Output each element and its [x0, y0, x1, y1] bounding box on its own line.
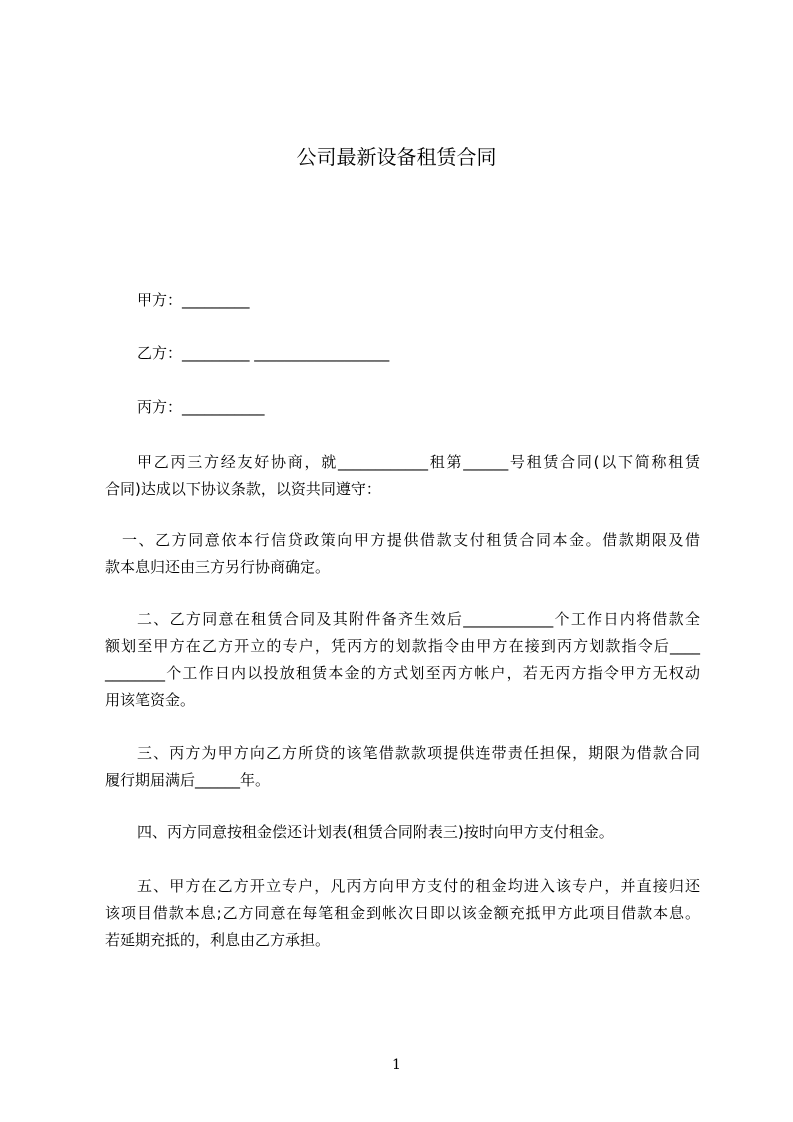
- paragraph-line: 四、丙方同意按租金偿还计划表(租赁合同附表三)按时向甲方支付租金。: [137, 823, 614, 841]
- paragraph-line: 甲乙丙三方经友好协商，就____________租第______号租赁合同(以下简称租赁: [137, 453, 700, 471]
- paragraph-line: 三、丙方为甲方向乙方所贷的该笔借款款项提供连带责任担保，期限为借款合同: [137, 744, 700, 762]
- party-line-bing: 丙方：___________: [137, 398, 265, 416]
- paragraph-line: 五、甲方在乙方开立专户，凡丙方向甲方支付的租金均进入该专户，并直接归还: [137, 877, 700, 895]
- paragraph-line: 该项目借款本息;乙方同意在每笔租金到帐次日即以该金额充抵甲方此项目借款本息。: [105, 904, 700, 922]
- paragraph-line: 履行期届满后______年。: [105, 771, 271, 789]
- paragraph-line: 一、乙方同意依本行信贷政策向甲方提供借款支付租赁合同本金。借款期限及借: [122, 531, 700, 549]
- paragraph-line: 若延期充抵的，利息由乙方承担。: [105, 931, 331, 949]
- paragraph-line: 用该笔资金。: [105, 691, 196, 709]
- clause-1-paragraph: [105, 527, 700, 581]
- party-line-jia: 甲方：_________: [137, 291, 250, 309]
- clause-4-paragraph: [105, 819, 700, 846]
- party-line-yi: 乙方：_________ __________________: [137, 344, 390, 362]
- paragraph-line: 合同)达成以下协议条款，以资共同遵守：: [105, 480, 381, 498]
- clause-5-paragraph: [105, 873, 700, 954]
- preamble-paragraph: [105, 449, 700, 503]
- paragraph-line: 额划至甲方在乙方开立的专户，凭丙方的划款指令由甲方在接到丙方划款指令后____: [105, 637, 700, 655]
- paragraph-line: 二、乙方同意在租赁合同及其附件备齐生效后____________个工作日内将借款全: [137, 610, 700, 628]
- page-number: 1: [392, 1057, 401, 1073]
- clause-2-paragraph: [105, 606, 700, 714]
- document-title: 公司最新设备租赁合同: [296, 145, 497, 169]
- clause-3-paragraph: [105, 740, 700, 794]
- paragraph-line: ________个工作日内以投放租赁本金的方式划至丙方帐户，若无丙方指令甲方无权动: [105, 664, 700, 682]
- paragraph-line: 款本息归还由三方另行协商确定。: [105, 558, 331, 576]
